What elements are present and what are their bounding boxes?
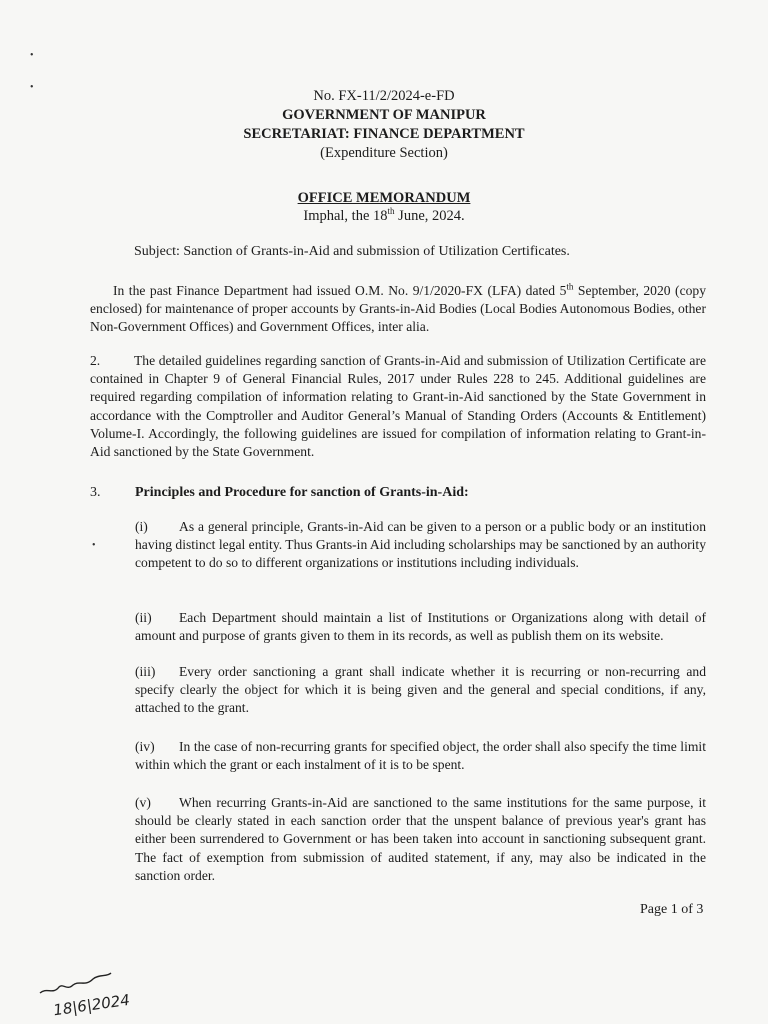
- reference-number: No. FX-11/2/2024-e-FD: [313, 88, 455, 104]
- sub-paragraph: (iv) In the case of non-recurring grants for specified object, the order shall also specify the time limit within which the grant or each instalment of it is to be spent.: [135, 739, 706, 773]
- sub-paragraph: (ii) Each Department should maintain a list of Institutions or Organizations along with detail of amount and purpose of grants given to them in its records, as well as publish them on its website.: [135, 610, 706, 644]
- sub-paragraph: (iii) Every order sanctioning a grant shall indicate whether it is recurring or non-recurring and specify clearly the object for which it is being given and the general and special conditions, if any, attached to the grant.: [135, 664, 706, 716]
- page-number: Page 1 of 3: [640, 902, 704, 917]
- paragraph-1: In the past Finance Department had issued O.M. No. 9/1/2020-FX (LFA) dated 5th September, 2020 (copy enclosed) for maintenance of proper accounts by Grants-in-Aid Bodies (Local Bodies Autonomous Bodies, other Non-Government Offices) and Government Offices, inter alia.: [90, 281, 706, 335]
- scan-mark: •: [30, 82, 34, 93]
- paragraph-number: 3.: [90, 485, 101, 500]
- subject-line: Subject: Sanction of Grants-in-Aid and submission of Utilization Certificates.: [134, 244, 570, 259]
- government-name: GOVERNMENT OF MANIPUR: [282, 107, 486, 123]
- scan-mark: •: [30, 50, 34, 61]
- sub-paragraph: (i) As a general principle, Grants-in-Aid can be given to a person or a public body or an institution having distinct legal entity. Thus Grants-in Aid including scholarships may be sanctioned by an authority competent to do so to different organizations or institutions including individuals.: [135, 519, 706, 571]
- scan-mark: •: [92, 540, 96, 551]
- svg-text:18|6|2024: 18|6|2024: [52, 990, 131, 1020]
- memo-title: OFFICE MEMORANDUM: [297, 190, 471, 206]
- memo-date: Imphal, the 18th June, 2024.: [303, 206, 465, 224]
- sub-paragraph: (v) When recurring Grants-in-Aid are sanctioned to the same institutions for the same purpose, it should be clearly stated in each sanction order that the unspent balance of previous year's grant has either been surrendered to Government or has been taken into account in sanctioning subsequent grant. The fact of exemption from submission of audited statement, if any, may also be indicated in the sanction order.: [135, 795, 706, 883]
- paragraph-3-heading: 3. Principles and Procedure for sanction of Grants-in-Aid:: [90, 484, 469, 502]
- paragraph-number: 2.: [90, 353, 101, 368]
- department-name: SECRETARIAT: FINANCE DEPARTMENT: [243, 126, 525, 142]
- paragraph-2: 2. The detailed guidelines regarding sanction of Grants-in-Aid and submission of Utilization Certificate are contained in Chapter 9 of General Financial Rules, 2017 under Rules 228 to 245. Additional guidelines are required regarding compilation of information relating to Grant-in-Aid sanctioned by the State Government in accordance with the Comptroller and Auditor General’s Manual of Standing Orders (Accounts & Entitlement) Volume-I. Accordingly, the following guidelines are issued for compilation of information relating to Grant-in-Aid sanctioned by the State Government.: [90, 353, 706, 460]
- handwritten-signature: [35, 965, 145, 1020]
- section-name: (Expenditure Section): [320, 145, 448, 161]
